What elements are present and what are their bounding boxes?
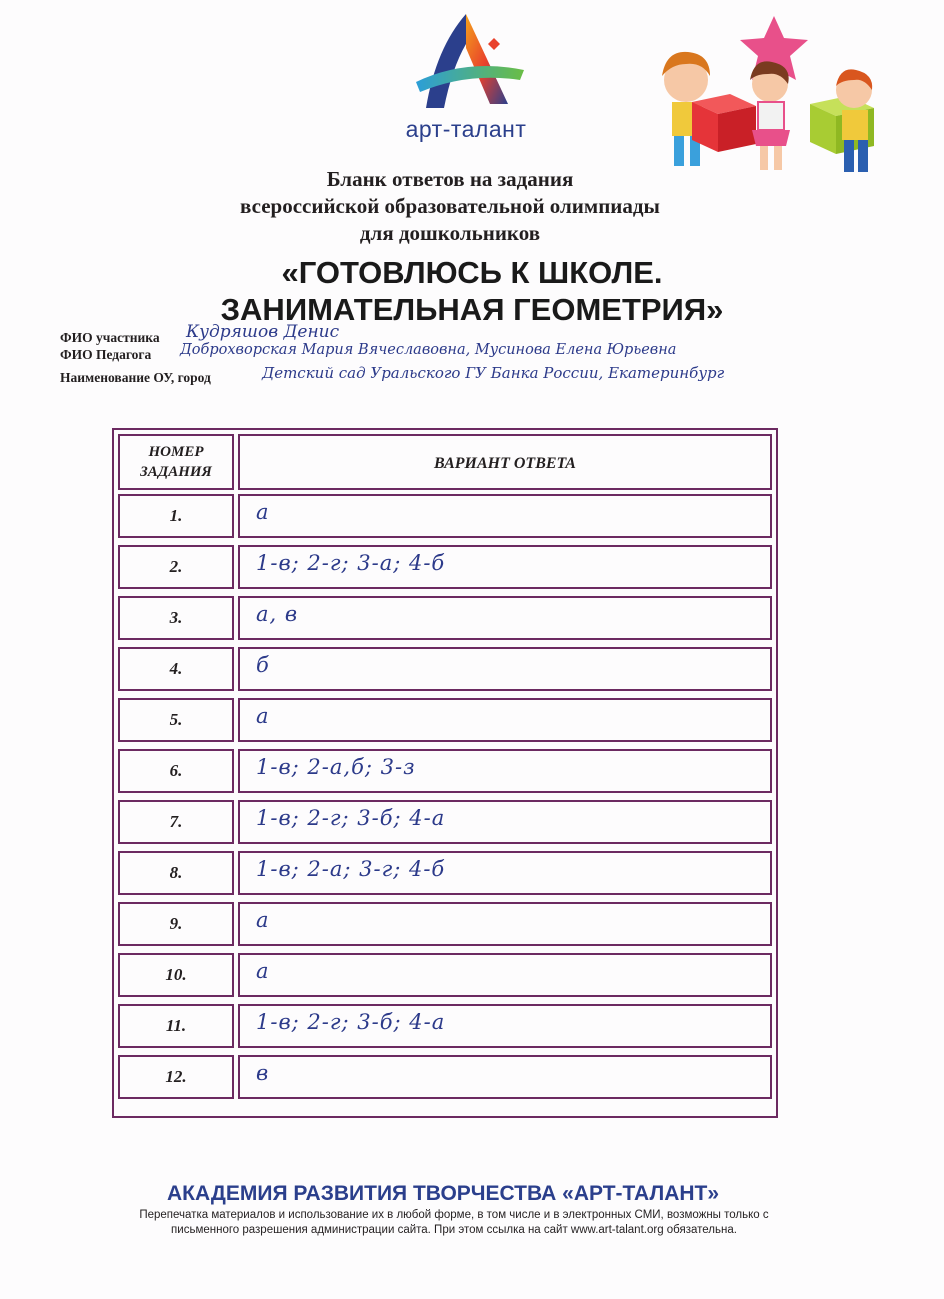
task-number-cell: 7.: [118, 800, 234, 844]
task-number-cell: 9.: [118, 902, 234, 946]
table-row: [118, 698, 772, 742]
answer-cell: [238, 1055, 772, 1099]
table-row: [118, 494, 772, 538]
title-line-1: «ГОТОВЛЮСЬ К ШКОЛЕ.: [281, 255, 663, 290]
answer-cell: [238, 953, 772, 997]
column-header-answer: ВАРИАНТ ОТВЕТА: [238, 434, 772, 490]
answer-cell: [238, 749, 772, 793]
answer-cell: [238, 494, 772, 538]
handwritten-answer: 1-в; 2-г; 3-б; 4-а: [256, 806, 446, 830]
footer-note-line-2: письменного разрешения администрации сайта. При этом ссылка на сайт www.art-talant.org обязательна.: [171, 1224, 737, 1236]
handwritten-answer: а: [256, 959, 270, 983]
handwritten-answer: 1-в; 2-г; 3-а; 4-б: [256, 551, 446, 575]
task-number-cell: 5.: [118, 698, 234, 742]
table-row: [118, 1055, 772, 1099]
title-line-2: ЗАНИМАТЕЛЬНАЯ ГЕОМЕТРИЯ»: [220, 292, 724, 327]
handwritten-answer: а: [256, 500, 270, 524]
answer-cell: [238, 647, 772, 691]
logo-emblem-icon: [396, 8, 536, 118]
table-row: [118, 902, 772, 946]
participant-label: ФИО участника: [60, 330, 160, 345]
handwritten-answer: б: [256, 653, 270, 677]
answer-cell: [238, 800, 772, 844]
task-number-cell: 4.: [118, 647, 234, 691]
handwritten-answer: 1-в; 2-а,б; 3-з: [256, 755, 416, 779]
teacher-value: Доброхворская Мария Вячеславовна, Мусинова Елена Юрьевна: [180, 342, 677, 358]
olympiad-title: [0, 254, 944, 328]
school-label: Наименование ОУ, город: [60, 370, 211, 385]
handwritten-answer: 1-в; 2-г; 3-б; 4-а: [256, 1010, 446, 1034]
table-row: [118, 545, 772, 589]
footer-note-line-1: Перепечатка материалов и использование их в любой форме, в том числе и в электронных СМИ, возможны только с: [139, 1209, 769, 1221]
handwritten-answer: в: [256, 1061, 270, 1085]
table-row: [118, 647, 772, 691]
task-number-cell: 2.: [118, 545, 234, 589]
task-number-cell: 3.: [118, 596, 234, 640]
footer-academy-title: АКАДЕМИЯ РАЗВИТИЯ ТВОРЧЕСТВА «АРТ-ТАЛАНТ»: [166, 1182, 720, 1205]
column-header-task-number: [118, 434, 234, 490]
task-number-cell: 6.: [118, 749, 234, 793]
answer-cell: [238, 698, 772, 742]
column-header-number-line1: НОМЕР: [148, 444, 204, 460]
task-number-cell: 1.: [118, 494, 234, 538]
answer-cell: [238, 1004, 772, 1048]
task-number-cell: 8.: [118, 851, 234, 895]
header-line-3: для дошкольников: [359, 221, 541, 245]
handwritten-answer: а, в: [256, 602, 299, 626]
table-row: [118, 800, 772, 844]
handwritten-answer: 1-в; 2-а; 3-г; 4-б: [256, 857, 446, 881]
art-talant-logo: [396, 8, 536, 158]
answer-cell: [238, 902, 772, 946]
footer-copyright-note: [72, 1208, 836, 1238]
table-row: [118, 851, 772, 895]
answer-cell: [238, 851, 772, 895]
task-number-cell: 12.: [118, 1055, 234, 1099]
table-row: [118, 749, 772, 793]
teacher-label: ФИО Педагога: [60, 347, 152, 362]
kids-with-shapes-illustration: [652, 14, 884, 186]
handwritten-answer: а: [256, 704, 270, 728]
handwritten-answer: а: [256, 908, 270, 932]
task-number-cell: 10.: [118, 953, 234, 997]
participant-value: Кудряшов Денис: [186, 322, 340, 342]
table-row: [118, 596, 772, 640]
answer-cell: [238, 596, 772, 640]
school-value: Детский сад Уральского ГУ Банка России, Екатеринбург: [262, 364, 725, 382]
header-line-2: всероссийской образовательной олимпиады: [240, 194, 660, 218]
table-row: [118, 1004, 772, 1048]
header-line-1: Бланк ответов на задания: [326, 167, 574, 191]
form-header: [0, 166, 900, 247]
answer-cell: [238, 545, 772, 589]
task-number-cell: 11.: [118, 1004, 234, 1048]
column-header-number-line2: ЗАДАНИЯ: [140, 464, 212, 480]
logo-text: арт-талант: [405, 116, 527, 142]
table-row: [118, 953, 772, 997]
